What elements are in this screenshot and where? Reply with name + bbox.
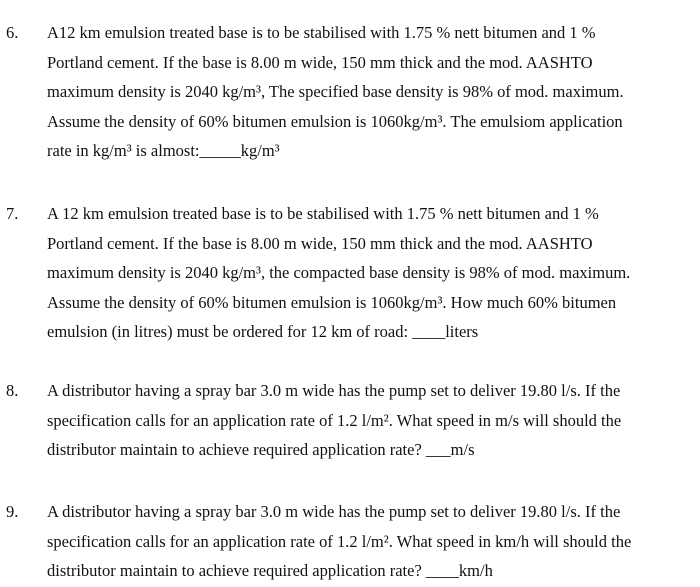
question-line: A 12 km emulsion treated base is to be stabilised with 1.75 % nett bitumen and 1 % (47, 204, 599, 223)
question-line: Portland cement. If the base is 8.00 m wide, 150 mm thick and the mod. AASHTO (47, 233, 593, 253)
question-line: specification calls for an application rate of 1.2 l/m². What speed in km/h will should the (47, 531, 632, 551)
question-line: A distributor having a spray bar 3.0 m wide has the pump set to deliver 19.80 l/s. If the (47, 502, 621, 521)
question-text (47, 199, 697, 347)
question-line: Portland cement. If the base is 8.00 m wide, 150 mm thick and the mod. AASHTO (47, 52, 593, 72)
question-line: A12 km emulsion treated base is to be stabilised with 1.75 % nett bitumen and 1 % (47, 23, 596, 42)
question-line: specification calls for an application rate of 1.2 l/m². What speed in m/s will should the (47, 410, 622, 430)
question-line: distributor maintain to achieve required application rate? ___m/s (47, 440, 475, 459)
question-number: 9. (6, 502, 19, 521)
question-line: distributor maintain to achieve required application rate? ____km/h (47, 561, 493, 580)
question-line: rate in kg/m³ is almost:_____kg/m³ (47, 141, 280, 160)
question-line: emulsion (in litres) must be ordered for 12 km of road: ____liters (47, 322, 479, 341)
question-line: maximum density is 2040 kg/m³, The specified base density is 98% of mod. maximum. (47, 82, 624, 101)
question-number: 8. (6, 381, 19, 400)
question-number: 6. (6, 23, 19, 42)
question-line: Assume the density of 60% bitumen emulsion is 1060kg/m³. The emulsiom application (47, 111, 623, 131)
question-line: Assume the density of 60% bitumen emulsion is 1060kg/m³. How much 60% bitumen (47, 292, 617, 312)
question-line: maximum density is 2040 kg/m³, the compacted base density is 98% of mod. maximum. (47, 263, 631, 282)
question-text (47, 497, 697, 586)
question-number: 7. (6, 204, 19, 223)
question-text (47, 376, 697, 465)
question-text (47, 18, 697, 166)
question-line: A distributor having a spray bar 3.0 m wide has the pump set to deliver 19.80 l/s. If the (47, 381, 621, 400)
